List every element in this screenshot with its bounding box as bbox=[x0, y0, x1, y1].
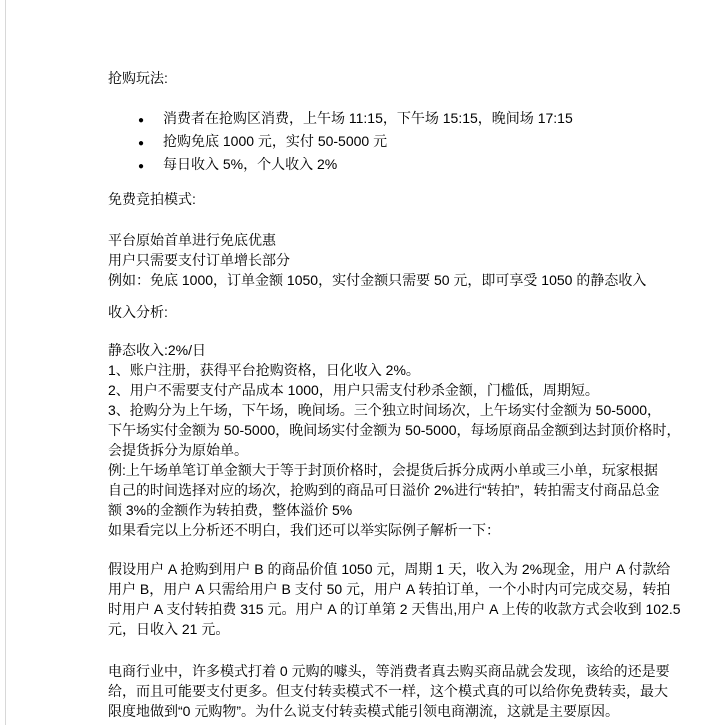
bullet-text: 抢购免底 1000 元，实付 50-5000 元 bbox=[163, 133, 388, 149]
income-analysis-paragraph bbox=[108, 340, 681, 520]
bullet-item bbox=[108, 131, 624, 154]
section-heading-free-auction: 免费竞拍模式: bbox=[108, 191, 196, 207]
paragraph-line: 下午场实付金额为 50-5000，晚间场实付金额为 50-5000，每场原商品金额到达封顶价格时， bbox=[108, 422, 681, 438]
bullet-text: 消费者在抢购区消费，上午场 11:15，下午场 15:15，晚间场 17:15 bbox=[163, 110, 573, 126]
paragraph-line: 用户 B，用户 A 只需给用户 B 支付 50 元，用户 A 转拍订单，一个小时内可完成交易，转拍 bbox=[108, 581, 671, 597]
paragraph-line: 2、用户不需要支付产品成本 1000，用户只需支付秒杀金额，门槛低，周期短。 bbox=[108, 382, 599, 398]
bullet-text: 每日收入 5%，个人收入 2% bbox=[163, 156, 338, 172]
section-heading-rush-buy: 抢购玩法: bbox=[108, 70, 168, 86]
example-intro-line: 如果看完以上分析还不明白，我们还可以举实际例子解析一下： bbox=[108, 522, 500, 538]
paragraph-line: 3、抢购分为上午场，下午场，晚间场。三个独立时间场次，上午场实付金额为 50-5000， bbox=[108, 402, 662, 418]
paragraph-line: 1、账户注册，获得平台抢购资格，日化收入 2%。 bbox=[108, 362, 420, 378]
paragraph-line: 限度地做到“0 元购物”。为什么说支付转卖模式能引领电商潮流，这就是主要原因。 bbox=[108, 703, 619, 719]
free-auction-paragraph bbox=[108, 230, 647, 290]
bullet-item bbox=[108, 154, 624, 177]
section-heading-income-analysis: 收入分析: bbox=[108, 304, 168, 320]
bullet-item bbox=[108, 108, 624, 131]
bullet-icon: ● bbox=[138, 161, 145, 172]
paragraph-line: 会提货拆分为原始单。 bbox=[108, 442, 248, 458]
page-edge-rule bbox=[5, 0, 6, 725]
scenario-paragraph bbox=[108, 559, 681, 639]
paragraph-line: 给，而且可能要支付更多。但支付转卖模式不一样，这个模式真的可以给你免费转卖，最大 bbox=[108, 683, 668, 699]
paragraph-line: 自己的时间选择对应的场次，抢购到的商品可日溢价 2%进行“转拍”，转拍需支付商品总金 bbox=[108, 482, 660, 498]
paragraph-line: 假设用户 A 抢购到用户 B 的商品价值 1050 元，周期 1 天，收入为 2%现金，用户 A 付款给 bbox=[108, 561, 671, 577]
paragraph-line: 电商行业中，许多模式打着 0 元购的噱头，等消费者真去购买商品就会发现，该给的还是要 bbox=[108, 663, 670, 679]
closing-paragraph bbox=[108, 661, 670, 721]
paragraph-line: 元，日收入 21 元。 bbox=[108, 621, 230, 637]
paragraph-line: 例如：免底 1000，订单金额 1050，实付金额只需要 50 元，即可享受 1050 的静态收入 bbox=[108, 272, 647, 288]
bullet-list bbox=[108, 108, 624, 177]
paragraph-line: 静态收入:2%/日 bbox=[108, 342, 207, 358]
bullet-icon: ● bbox=[138, 115, 145, 126]
paragraph-line: 例:上午场单笔订单金额大于等于封顶价格时，会提货后拆分成两小单或三小单，玩家根据 bbox=[108, 462, 658, 478]
paragraph-line: 额 3%的金额作为转拍费，整体溢价 5% bbox=[108, 502, 353, 518]
paragraph-line: 平台原始首单进行免底优惠 bbox=[108, 232, 276, 248]
bullet-icon: ● bbox=[138, 138, 145, 149]
paragraph-line: 用户只需要支付订单增长部分 bbox=[108, 252, 290, 268]
paragraph-line: 时用户 A 支付转拍费 315 元。用户 A 的订单第 2 天售出,用户 A 上传的收款方式会收到 102.5 bbox=[108, 601, 681, 617]
document-content bbox=[108, 68, 681, 721]
